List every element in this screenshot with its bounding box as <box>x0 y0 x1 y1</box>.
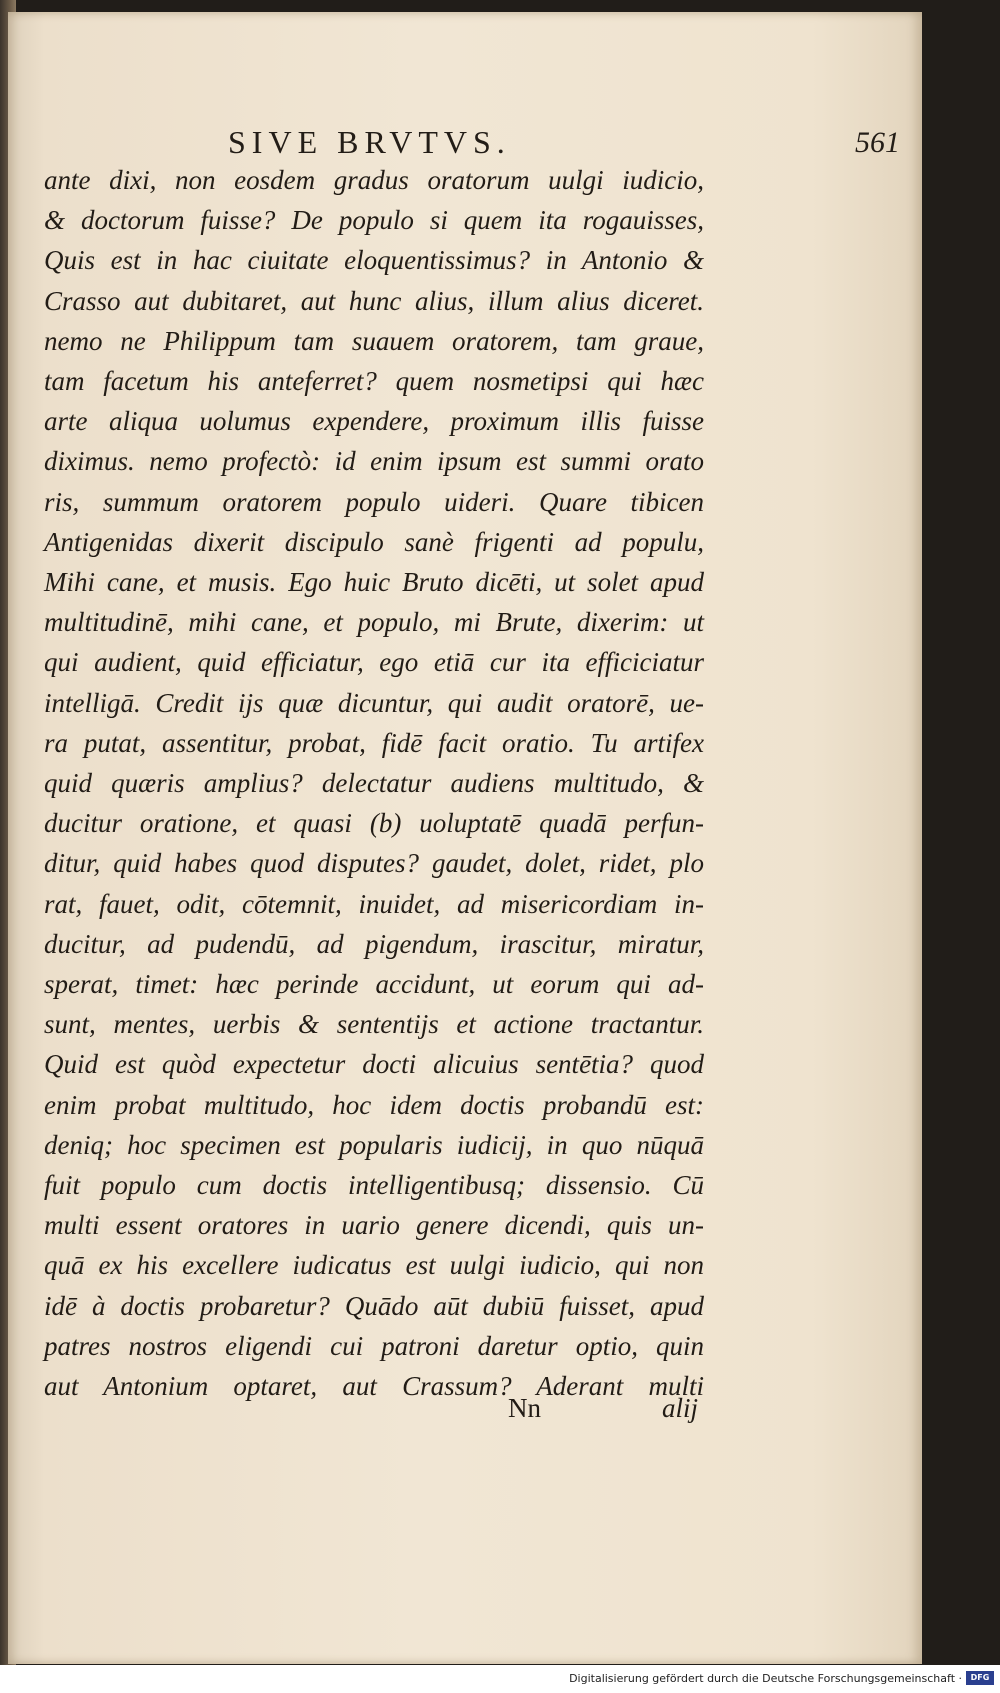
text-line: sperat, timet: hæc perinde accidunt, ut eorum qui ad- <box>44 969 704 1000</box>
text-line: quā ex his excellere iudicatus est uulgi iudicio, qui non <box>44 1250 704 1281</box>
text-line: idē à doctis probaretur? Quādo aūt dubiū fuisset, apud <box>44 1290 704 1321</box>
text-line: Quid est quòd expectetur docti alicuius sentētia? quod <box>44 1049 704 1080</box>
catchword-row <box>508 1393 698 1433</box>
book-page <box>8 12 922 1664</box>
text-line: Antigenidas dixerit discipulo sanè frigenti ad populu, <box>44 526 704 557</box>
text-line: diximus. nemo profectò: id enim ipsum est summi orato <box>44 446 704 477</box>
running-title: SIVE BRVTVS. <box>228 124 511 160</box>
text-line: ditur, quid habes quod disputes? gaudet, dolet, ridet, plo <box>44 848 704 879</box>
text-line: sunt, mentes, uerbis & sententijs et actione tractantur. <box>44 1009 704 1040</box>
footer-bar <box>0 1665 1000 1693</box>
text-line: ante dixi, non eosdem gradus oratorum uulgi iudicio, <box>44 165 704 195</box>
running-head <box>228 124 908 164</box>
text-line: intelligā. Credit ijs quæ dicuntur, qui audit oratorē, ue- <box>44 687 704 718</box>
text-line: aut Antonium optaret, aut Crassum? Aderant multi <box>44 1371 704 1402</box>
footer-credit: Digitalisierung gefördert durch die Deutsche Forschungsgemeinschaft · <box>569 1672 962 1685</box>
text-line: ris, summum oratorem populo uideri. Quare tibicen <box>44 486 704 517</box>
text-line: rat, fauet, odit, cōtemnit, inuidet, ad misericordiam in- <box>44 888 704 919</box>
text-line: ducitur oratione, et quasi (b) uoluptatē quadā perfun- <box>44 808 704 839</box>
text-line: Mihi cane, et musis. Ego huic Bruto dicēti, ut solet apud <box>44 567 704 598</box>
text-line: qui audient, quid efficiatur, ego etiā cur ita efficiciatur <box>44 647 704 678</box>
catchword: alij <box>661 1393 698 1423</box>
text-line: enim probat multitudo, hoc idem doctis probandū est: <box>44 1089 704 1120</box>
text-line: arte aliqua uolumus expendere, proximum illis fuisse <box>44 406 704 437</box>
text-block <box>44 160 704 1406</box>
text-line: multi essent oratores in uario genere dicendi, quis un- <box>44 1210 704 1241</box>
text-line: deniq; hoc specimen est popularis iudicij, in quo nūquā <box>44 1129 704 1160</box>
signature-mark: Nn <box>508 1393 541 1423</box>
text-line: tam facetum his anteferret? quem nosmetipsi qui hæc <box>44 366 704 397</box>
dfg-logo: DFG <box>966 1671 994 1685</box>
text-line: Crasso aut dubitaret, aut hunc alius, illum alius diceret. <box>44 285 704 316</box>
text-line: nemo ne Philippum tam suauem oratorem, tam graue, <box>44 325 704 356</box>
text-line: ra putat, assentitur, probat, fidē facit oratio. Tu artifex <box>44 727 704 758</box>
text-line: quid quæris amplius? delectatur audiens multitudo, & <box>44 768 704 799</box>
page-number: 561 <box>855 126 900 159</box>
text-line: & doctorum fuisse? De populo si quem ita rogauisses, <box>44 205 704 236</box>
text-line: patres nostros eligendi cui patroni daretur optio, quin <box>44 1330 704 1361</box>
text-line: ducitur, ad pudendū, ad pigendum, irascitur, miratur, <box>44 928 704 959</box>
text-line: multitudinē, mihi cane, et populo, mi Brute, dixerim: ut <box>44 607 704 638</box>
text-line: Quis est in hac ciuitate eloquentissimus? in Antonio & <box>44 245 704 276</box>
text-line: fuit populo cum doctis intelligentibusq; dissensio. Cū <box>44 1170 704 1201</box>
